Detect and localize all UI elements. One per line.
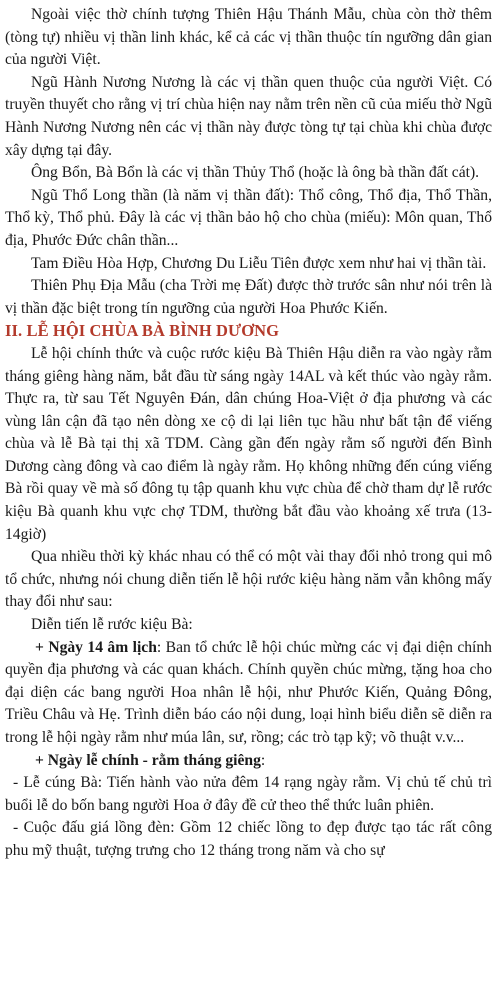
paragraph-3: Ông Bổn, Bà Bổn là các vị thần Thủy Thổ (hoặc là ông bà thần đất cát).: [31, 164, 480, 182]
paragraph-5: Tam Điều Hòa Hợp, Chương Du Liễu Tiên được xem như hai vị thần tài.: [31, 254, 487, 272]
day-14-label: + Ngày 14 âm lịch: [35, 638, 157, 656]
paragraph-7: Lễ hội chính thức và cuộc rước kiệu Bà Thiên Hậu diễn ra vào ngày rằm tháng giêng hàng năm, bắt đầu từ sáng ngày 14AL và kết thúc vào ngày rằm. Thực ra, từ sau Tết Nguyên Đán, dân chúng Hoa-Việt ở địa phương và các vùng lân cận đã tạo nên dòng xe cộ di lại liên tục hầu như bất tận để viếng chùa và lễ Bà tại thị xã TDM. Càng gần đến ngày rằm số người đến Bình Dương càng đông và cao điểm là ngày rằm. Họ không những đến cúng viếng Bà rồi quay về mà số đông tụ tập quanh khu vực chùa để chờ tham dự lễ rước kiệu Bà quanh khu vực chợ TDM, thường bắt đầu vào khoảng xế trưa (13-14giờ): [5, 344, 492, 543]
paragraph-8: Qua nhiều thời kỳ khác nhau có thể có một vài thay đổi nhỏ trong qui mô tổ chức, nhưng nói chung diễn tiến lễ hội rước kiệu hàng năm vẫn không mấy thay đổi như sau:: [5, 548, 492, 611]
paragraph-day-14: [5, 637, 492, 750]
paragraph-4: Ngũ Thổ Long thần (là năm vị thần đất): Thổ công, Thổ địa, Thổ Thần, Thổ kỳ, Thổ phủ. Đây là các vị thần bảo hộ cho chùa (miếu): Môn quan, Thổ địa, Phước Đức chân thần...: [5, 186, 492, 249]
paragraph-main-day: [5, 750, 492, 773]
paragraph-1: Ngoài việc thờ chính tượng Thiên Hậu Thánh Mẫu, chùa còn thờ thêm (tòng tự) nhiều vị thần linh khác, kể cả các vị thần thuộc tín ngưỡng dân gian của người Việt.: [5, 6, 492, 69]
paragraph-9: Diễn tiến lễ rước kiệu Bà:: [31, 616, 193, 634]
paragraph-6: Thiên Phụ Địa Mẫu (cha Trời mẹ Đất) được thờ trước sân như nói trên là vị thần đặc biệt trong tín ngưỡng của người Hoa Phước Kiến.: [5, 277, 492, 317]
paragraph-2: Ngũ Hành Nương Nương là các vị thần quen thuộc của người Việt. Có truyền thuyết cho rằng vị trí chùa hiện nay nằm trên nền cũ của miếu thờ Ngũ Hành Nương Nương nên các vị thần này được tòng tự tại chùa khi chùa được xây dựng tại đây.: [5, 73, 492, 159]
main-day-text: :: [260, 751, 266, 769]
paragraph-lantern-auction: - Cuộc đấu giá lồng đèn: Gồm 12 chiếc lồng to đẹp được tạo tác rất công phu mỹ thuật, tượng trưng cho 12 tháng trong năm và cho sự: [5, 819, 492, 859]
section-heading: II. LỄ HỘI CHÙA BÀ BÌNH DƯƠNG: [5, 321, 280, 341]
paragraph-ceremony: - Lễ cúng Bà: Tiến hành vào nửa đêm 14 rạng ngày rằm. Vị chủ tế chủ trì buổi lễ do bốn bang người Hoa ở đây đề cử theo thể thức luân phiên.: [5, 774, 492, 814]
main-day-label: + Ngày lễ chính - rằm tháng giêng: [35, 751, 261, 769]
day-14-text: : Ban tổ chức lễ hội chúc mừng các vị đại diện chính quyền địa phương và các quan khách. Chính quyền chúc mừng, tặng hoa cho đại diện các bang người Hoa nhân lễ hội, như Phước Kiến, Quảng Đông, Triều Châu và Hẹ. Trình diễn báo cáo nội dung, loại hình biểu diễn sẽ diễn ra trong lễ hội ngày rằm như múa lân, sư, rồng; các trò tạp kỹ; võ thuật v.v...: [5, 638, 492, 746]
